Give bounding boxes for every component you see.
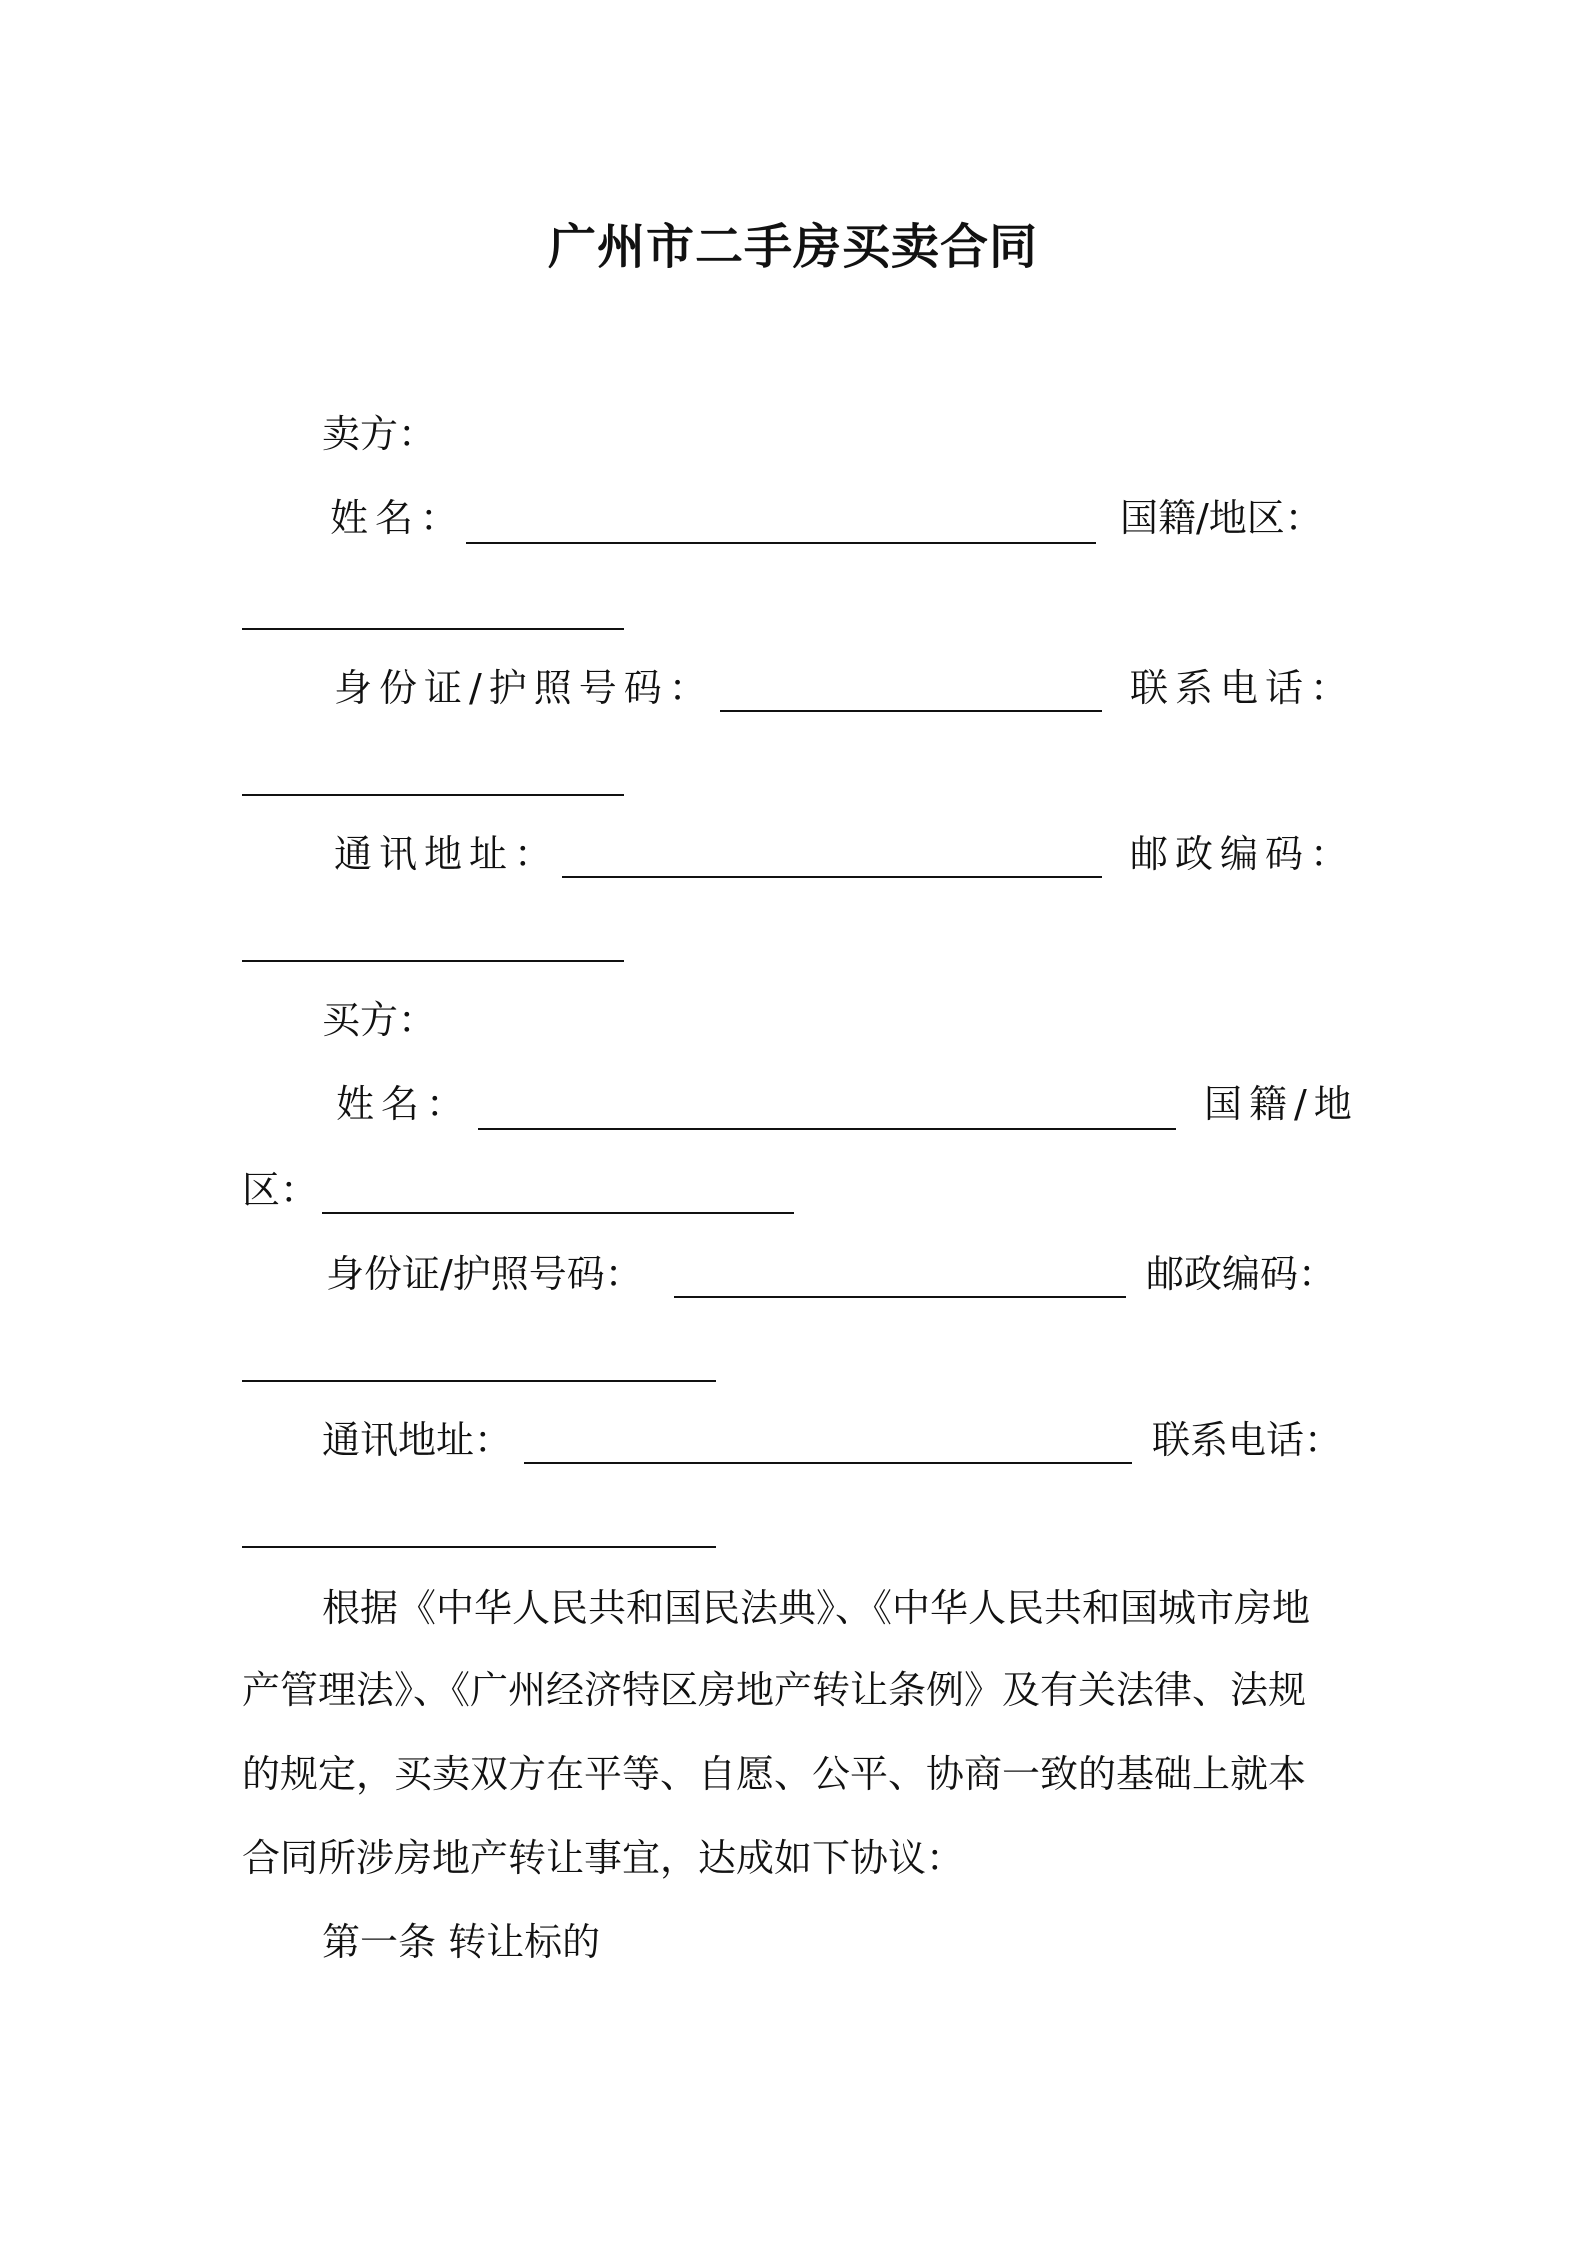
buyer-phone-label: 联系电话： (1152, 1418, 1343, 1462)
seller-name-label: 姓名： (330, 496, 466, 540)
buyer-nationality-label-2: 区： (242, 1168, 319, 1212)
seller-nationality-field[interactable] (242, 628, 624, 630)
preamble-line-3: 的规定，买卖双方在平等、自愿、公平、协商一致的基础上就本 (242, 1752, 1307, 1796)
seller-phone-label: 联系电话： (1130, 666, 1356, 710)
seller-address-field[interactable] (562, 876, 1102, 878)
seller-postcode-field[interactable] (242, 960, 624, 962)
preamble-line-4: 合同所涉房地产转让事宜，达成如下协议： (242, 1836, 965, 1880)
preamble-line-1: 根据《中华人民共和国民法典》、《中华人民共和国城市房地 (322, 1586, 1311, 1630)
buyer-phone-field[interactable] (242, 1546, 716, 1548)
seller-heading: 卖方： (322, 412, 437, 456)
buyer-postcode-label: 邮政编码： (1146, 1252, 1337, 1296)
seller-nationality-label: 国籍/地区： (1120, 496, 1323, 540)
preamble-line-2: 产管理法》、《广州经济特区房地产转让条例》及有关法律、法规 (242, 1668, 1307, 1712)
seller-phone-field[interactable] (242, 794, 624, 796)
buyer-nationality-field[interactable] (322, 1212, 794, 1214)
seller-name-field[interactable] (466, 542, 1096, 544)
buyer-id-field[interactable] (674, 1296, 1126, 1298)
buyer-id-label: 身份证/护照号码： (326, 1252, 643, 1296)
buyer-name-field[interactable] (478, 1128, 1176, 1130)
document-title: 广州市二手房买卖合同 (547, 219, 1038, 275)
article-1-heading: 第一条 转让标的 (322, 1920, 601, 1964)
seller-id-label: 身份证/护照号码： (334, 666, 714, 710)
seller-postcode-label: 邮政编码： (1130, 832, 1356, 876)
seller-address-label: 通讯地址： (334, 832, 560, 876)
buyer-postcode-field[interactable] (242, 1380, 716, 1382)
seller-id-field[interactable] (720, 710, 1102, 712)
buyer-name-label: 姓名： (336, 1082, 472, 1126)
buyer-address-field[interactable] (524, 1462, 1132, 1464)
buyer-heading: 买方： (322, 998, 437, 1042)
buyer-nationality-label-1: 国籍/地 (1204, 1082, 1359, 1126)
buyer-address-label: 通讯地址： (322, 1418, 513, 1462)
